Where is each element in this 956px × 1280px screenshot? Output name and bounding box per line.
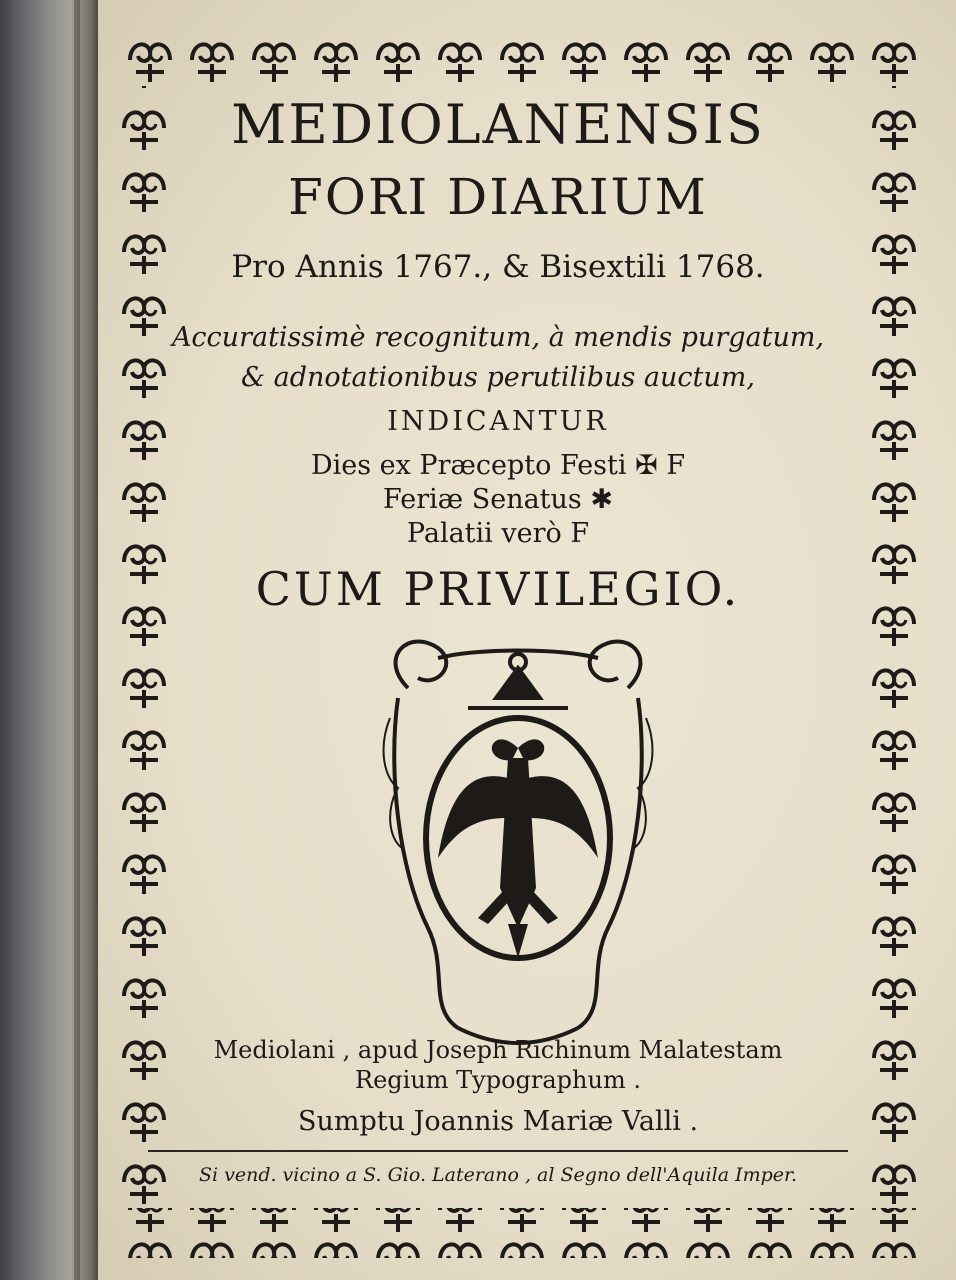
imprint-line-1: Mediolani , apud Joseph Richinum Malatestam <box>213 1036 783 1064</box>
privilege-line: CUM PRIVILEGIO. <box>255 562 741 616</box>
footer-line: Si vend. vicino a S. Gio. Laterano , al Segno dell'Aquila Imper. <box>198 1164 798 1186</box>
double-headed-eagle-crest-icon <box>368 628 668 1048</box>
title-line-1: MEDIOLANENSIS <box>231 93 765 156</box>
subtitle-years: Pro Annis 1767., & Bisextili 1768. <box>231 249 765 285</box>
legend-feriae: Feriæ Senatus ✱ <box>382 484 613 515</box>
title-line-2: FORI DIARIUM <box>288 168 708 226</box>
legend-festi: Dies ex Præcepto Festi ✠ F <box>310 450 686 481</box>
legend-palatii: Palatii verò F <box>406 518 590 549</box>
divider-rule <box>148 1150 848 1152</box>
title-page <box>98 0 956 1280</box>
indicantur-heading: INDICANTUR <box>387 406 609 437</box>
imprint-line-3: Sumptu Joannis Mariæ Valli . <box>297 1106 699 1137</box>
description-line-2: & adnotationibus perutilibus auctum, <box>241 362 755 393</box>
description-line-1: Accuratissimè recognitum, à mendis purgatum, <box>171 322 825 353</box>
book-binding-edge <box>0 0 98 1280</box>
imprint-line-2: Regium Typographum . <box>355 1066 641 1094</box>
